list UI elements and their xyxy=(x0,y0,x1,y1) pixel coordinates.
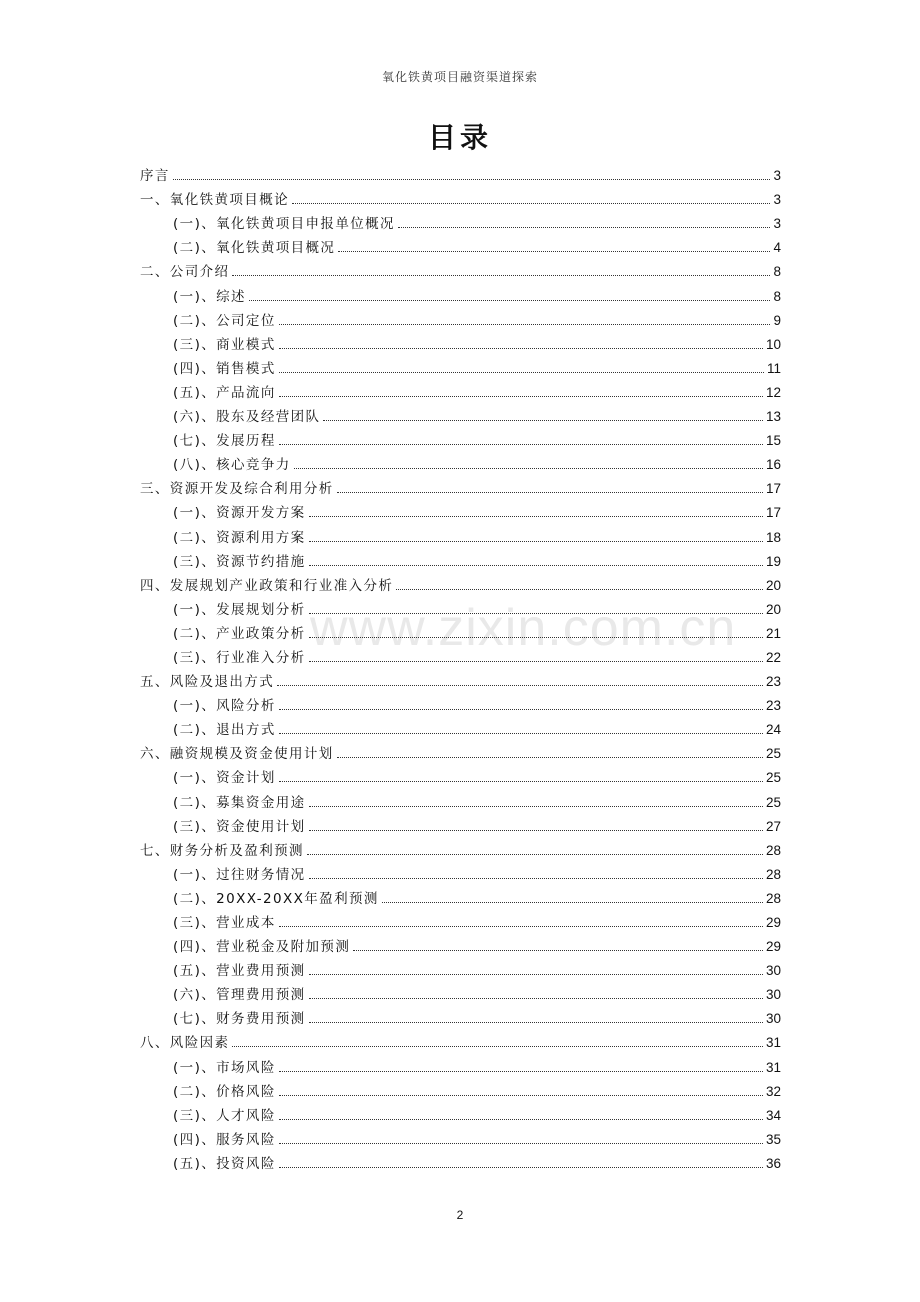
toc-entry-label: (四)、服务风险 xyxy=(173,1131,276,1148)
toc-entry-page: 20 xyxy=(765,577,781,593)
toc-dot-leader xyxy=(279,396,763,397)
toc-entry-label: (一)、风险分析 xyxy=(173,698,276,715)
toc-entry[interactable] xyxy=(140,836,781,860)
toc-dot-leader xyxy=(309,806,763,807)
toc-entry-label: 序言 xyxy=(140,168,170,185)
toc-entry-page: 29 xyxy=(765,939,781,955)
toc-dot-leader xyxy=(382,902,763,903)
toc-dot-leader xyxy=(309,830,763,831)
toc-entry[interactable] xyxy=(140,402,781,426)
toc-entry-page: 10 xyxy=(765,336,781,352)
toc-entry-label: 五、风险及退出方式 xyxy=(140,674,275,691)
toc-entry[interactable] xyxy=(140,643,781,667)
toc-dot-leader xyxy=(279,1095,763,1096)
toc-entry[interactable] xyxy=(140,619,781,643)
toc-entry-label: (一)、氧化铁黄项目申报单位概况 xyxy=(173,216,395,233)
toc-entry-label: (五)、营业费用预测 xyxy=(173,963,306,980)
toc-entry-label: (一)、过往财务情况 xyxy=(173,866,306,883)
toc-dot-leader xyxy=(396,589,763,590)
toc-dot-leader xyxy=(309,613,763,614)
toc-entry-label: (二)、20XX-20XX年盈利预测 xyxy=(173,890,379,907)
toc-entry[interactable] xyxy=(140,763,781,787)
toc-entry-label: (三)、行业准入分析 xyxy=(173,649,306,666)
toc-dot-leader xyxy=(279,1071,763,1072)
toc-entry-page: 19 xyxy=(765,553,781,569)
toc-entry-label: (二)、公司定位 xyxy=(173,312,276,329)
toc-entry-page: 3 xyxy=(773,216,781,232)
toc-entry-label: (三)、资金使用计划 xyxy=(173,818,306,835)
toc-entry-label: 七、财务分析及盈利预测 xyxy=(140,842,304,859)
toc-entry[interactable] xyxy=(140,1101,781,1125)
toc-entry[interactable] xyxy=(140,547,781,571)
toc-dot-leader xyxy=(309,878,763,879)
toc-dot-leader xyxy=(232,275,770,276)
toc-dot-leader xyxy=(309,637,763,638)
toc-entry-page: 36 xyxy=(765,1155,781,1171)
toc-entry-page: 20 xyxy=(765,601,781,617)
toc-entry[interactable] xyxy=(140,209,781,233)
toc-entry-page: 17 xyxy=(765,505,781,521)
toc-entry-page: 29 xyxy=(765,915,781,930)
toc-entry[interactable] xyxy=(140,1028,781,1052)
toc-entry[interactable] xyxy=(140,715,781,739)
toc-entry-label: (一)、资源开发方案 xyxy=(173,505,306,522)
toc-dot-leader xyxy=(294,468,763,469)
toc-entry-page: 24 xyxy=(765,722,781,738)
page-title: 目录 xyxy=(427,121,492,154)
toc-entry-page: 8 xyxy=(773,264,781,280)
toc-dot-leader xyxy=(279,781,763,782)
toc-entry[interactable] xyxy=(140,306,781,330)
toc-entry-page: 9 xyxy=(773,312,781,328)
toc-entry[interactable] xyxy=(140,426,781,450)
toc-dot-leader xyxy=(309,516,763,517)
toc-entry-label: (三)、营业成本 xyxy=(173,915,276,931)
toc-entry-label: 二、公司介绍 xyxy=(140,264,230,281)
toc-entry-page: 28 xyxy=(765,866,781,882)
toc-dot-leader xyxy=(173,179,771,180)
toc-entry-page: 3 xyxy=(773,168,781,184)
toc-dot-leader xyxy=(279,1119,763,1120)
toc-dot-leader xyxy=(279,444,763,445)
toc-entry-label: (五)、产品流向 xyxy=(173,384,276,401)
toc-entry-label: (二)、募集资金用途 xyxy=(173,794,306,811)
toc-entry[interactable] xyxy=(140,330,781,354)
toc-entry-label: (一)、市场风险 xyxy=(173,1059,276,1076)
toc-dot-leader xyxy=(309,541,763,542)
toc-entry[interactable] xyxy=(140,812,781,836)
toc-dot-leader xyxy=(398,227,771,228)
toc-dot-leader xyxy=(279,1167,763,1168)
toc-entry-label: (二)、氧化铁黄项目概况 xyxy=(173,240,336,257)
toc-entry[interactable] xyxy=(140,233,781,257)
toc-entry-label: (四)、营业税金及附加预测 xyxy=(173,939,351,956)
toc-dot-leader xyxy=(338,251,770,252)
toc-entry-page: 30 xyxy=(765,987,781,1003)
toc-entry-label: (一)、综述 xyxy=(173,288,246,305)
toc-entry[interactable] xyxy=(140,1077,781,1101)
toc-entry-label: 四、发展规划产业政策和行业准入分析 xyxy=(140,577,394,594)
toc-dot-leader xyxy=(279,926,763,927)
toc-entry[interactable] xyxy=(140,474,781,498)
toc-entry-page: 8 xyxy=(773,288,781,304)
toc-entry[interactable] xyxy=(140,522,781,546)
toc-entry-page: 17 xyxy=(765,481,781,497)
toc-entry-label: (三)、人才风险 xyxy=(173,1107,276,1124)
toc-entry-page: 34 xyxy=(765,1107,781,1123)
toc-entry[interactable] xyxy=(140,378,781,402)
toc-entry[interactable] xyxy=(140,932,781,956)
toc-entry[interactable] xyxy=(140,185,781,209)
toc-entry[interactable] xyxy=(140,595,781,619)
toc-entry-label: (八)、核心竞争力 xyxy=(173,457,291,474)
toc-entry-page: 28 xyxy=(765,890,781,906)
toc-entry-page: 35 xyxy=(765,1131,781,1147)
toc-entry[interactable] xyxy=(140,498,781,522)
toc-dot-leader xyxy=(279,709,763,710)
toc-dot-leader xyxy=(307,854,763,855)
toc-entry-label: 八、风险因素 xyxy=(140,1035,230,1052)
toc-entry-page: 28 xyxy=(765,842,781,858)
toc-entry-page: 13 xyxy=(765,409,781,425)
toc-entry-page: 32 xyxy=(765,1083,781,1099)
toc-entry-page: 21 xyxy=(765,625,781,641)
toc-dot-leader xyxy=(277,685,763,686)
toc-entry-page: 25 xyxy=(765,794,781,810)
toc-dot-leader xyxy=(249,300,771,301)
toc-entry[interactable] xyxy=(140,980,781,1004)
toc-entry[interactable] xyxy=(140,354,781,378)
toc-dot-leader xyxy=(337,757,763,758)
toc-dot-leader xyxy=(309,974,763,975)
toc-dot-leader xyxy=(279,372,764,373)
toc-entry[interactable] xyxy=(140,667,781,691)
toc-entry-page: 22 xyxy=(765,649,781,665)
toc-dot-leader xyxy=(309,661,763,662)
toc-dot-leader xyxy=(323,420,763,421)
toc-entry[interactable] xyxy=(140,1125,781,1149)
toc-entry[interactable] xyxy=(140,691,781,715)
toc-entry-label: (五)、投资风险 xyxy=(173,1155,276,1172)
toc-dot-leader xyxy=(353,950,763,951)
toc-entry-page: 25 xyxy=(765,746,781,762)
toc-entry-page: 31 xyxy=(765,1035,781,1051)
toc-entry[interactable] xyxy=(140,281,781,305)
toc-entry[interactable] xyxy=(140,908,781,932)
toc-dot-leader xyxy=(279,1143,763,1144)
toc-entry-label: (一)、资金计划 xyxy=(173,770,276,787)
toc-entry-label: (三)、商业模式 xyxy=(173,336,276,353)
toc-entry-page: 30 xyxy=(765,963,781,979)
toc-entry-label: (二)、退出方式 xyxy=(173,722,276,739)
toc-entry-page: 25 xyxy=(765,770,781,786)
toc-entry-label: (一)、发展规划分析 xyxy=(173,601,306,618)
toc-entry[interactable] xyxy=(140,1149,781,1173)
toc-dot-leader xyxy=(309,565,763,566)
toc-entry[interactable] xyxy=(140,956,781,980)
toc-dot-leader xyxy=(279,324,771,325)
toc-entry-page: 4 xyxy=(773,240,781,256)
toc-entry-page: 3 xyxy=(773,192,781,208)
running-header: 氧化铁黄项目融资渠道探索 xyxy=(381,70,538,84)
page-number: 2 xyxy=(456,1208,464,1222)
toc-entry-label: (六)、股东及经营团队 xyxy=(173,409,321,426)
toc-entry-page: 18 xyxy=(765,529,781,545)
toc-entry-page: 23 xyxy=(765,698,781,714)
toc-entry-label: (七)、财务费用预测 xyxy=(173,1011,306,1028)
toc-entry-label: (二)、资源利用方案 xyxy=(173,529,306,546)
toc-dot-leader xyxy=(232,1046,763,1047)
toc-entry[interactable] xyxy=(140,1004,781,1028)
toc-entry[interactable] xyxy=(140,571,781,595)
toc-dot-leader xyxy=(292,203,770,204)
toc-entry-label: (六)、管理费用预测 xyxy=(173,987,306,1004)
toc-dot-leader xyxy=(337,492,763,493)
toc-entry[interactable] xyxy=(140,787,781,811)
toc-entry-label: 六、融资规模及资金使用计划 xyxy=(140,746,334,763)
toc-entry-label: (二)、产业政策分析 xyxy=(173,625,306,642)
toc-dot-leader xyxy=(309,998,763,999)
toc-dot-leader xyxy=(279,733,763,734)
toc-entry-page: 15 xyxy=(765,433,781,449)
toc-entry-page: 12 xyxy=(765,384,781,400)
toc-dot-leader xyxy=(309,1022,763,1023)
toc-entry-page: 23 xyxy=(765,674,781,690)
toc-entry-label: (三)、资源节约措施 xyxy=(173,553,306,570)
toc-entry[interactable] xyxy=(140,161,781,185)
toc-entry[interactable] xyxy=(140,257,781,281)
toc-entry[interactable] xyxy=(140,884,781,908)
toc-entry[interactable] xyxy=(140,739,781,763)
toc-entry-page: 27 xyxy=(765,818,781,834)
toc-entry-page: 11 xyxy=(766,360,781,376)
toc-entry-label: 三、资源开发及综合利用分析 xyxy=(140,481,334,498)
toc-dot-leader xyxy=(279,348,763,349)
toc-entry[interactable] xyxy=(140,1052,781,1076)
toc-entry-page: 16 xyxy=(765,457,781,473)
toc-entry-label: 一、氧化铁黄项目概论 xyxy=(140,192,289,209)
toc-entry-page: 30 xyxy=(765,1011,781,1027)
watermark: www.zixin.com.cn xyxy=(310,599,737,657)
toc-entry-label: (二)、价格风险 xyxy=(173,1083,276,1100)
toc-entry-label: (四)、销售模式 xyxy=(173,360,276,377)
toc-entry-label: (七)、发展历程 xyxy=(173,433,276,450)
toc-entry-page: 31 xyxy=(765,1059,781,1075)
toc-entry[interactable] xyxy=(140,860,781,884)
table-of-contents xyxy=(140,161,781,1173)
toc-entry[interactable] xyxy=(140,450,781,474)
